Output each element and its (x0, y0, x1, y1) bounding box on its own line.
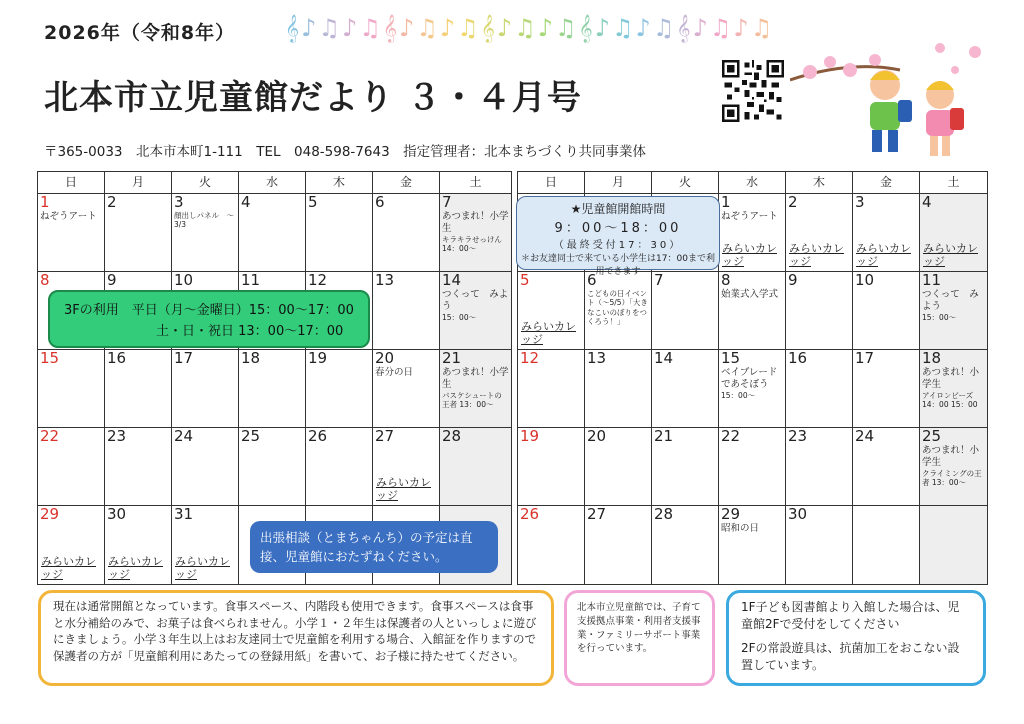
event-detail: クライミングの王者 13：00～ (922, 468, 982, 488)
day-cell (719, 350, 786, 428)
day-number: 16 (788, 349, 808, 367)
day-cell (920, 194, 988, 272)
day-number: 7 (442, 193, 452, 211)
event-label: 始業式入学式 (721, 289, 779, 300)
day-number: 23 (788, 427, 808, 445)
event-label: あつまれ！小学生 (922, 367, 980, 390)
day-number: 7 (654, 271, 664, 289)
day-cell (853, 506, 920, 585)
event-detail: 15：00～ (721, 390, 756, 400)
day-cell (105, 428, 172, 506)
day-cell (719, 506, 786, 585)
day-cell (786, 506, 853, 585)
day-cell (652, 350, 719, 428)
day-number: 25 (922, 427, 942, 445)
mirai-college-label: みらいカレッジ (376, 475, 431, 502)
day-number: 13 (375, 271, 395, 289)
day-cell (440, 272, 512, 350)
day-cell (105, 350, 172, 428)
day-number: 28 (442, 427, 462, 445)
weekday-header: 火 (652, 172, 719, 194)
newsletter-title: 北本市立児童館だより ３・４月号 (44, 78, 582, 118)
weekday-header-row (518, 172, 988, 194)
day-number: 18 (241, 349, 261, 367)
mirai-college-label: みらいカレッジ (923, 241, 978, 268)
last-entry: （最終受付17：30） (553, 240, 683, 251)
day-number: 26 (308, 427, 328, 445)
week-row (518, 272, 988, 350)
day-cell (38, 428, 105, 506)
day-number: 14 (654, 349, 674, 367)
day-cell (239, 194, 306, 272)
day-cell (786, 428, 853, 506)
day-number: 14 (442, 271, 462, 289)
day-number: 10 (174, 271, 194, 289)
hours-note: ＊お友達同士で来ている小学生は17：00まで利用できます (521, 254, 715, 277)
weekday-header-row (38, 172, 512, 194)
entrance-notice-line2: 2Fの常設遊具は、抗菌加工をおこない設置しています。 (741, 640, 960, 673)
address-line: 〒365-0033 北本市本町1-111 TEL 048-598-7643 指定管理者：北本まちづくり共同事業体 (44, 144, 647, 160)
weekday-header: 金 (373, 172, 440, 194)
qr-code-icon[interactable] (722, 60, 784, 122)
day-cell (172, 350, 239, 428)
day-number: 16 (107, 349, 127, 367)
day-number: 6 (587, 271, 597, 289)
event-label: ねぞうアート (721, 211, 778, 222)
day-number: 9 (788, 271, 798, 289)
day-cell (373, 350, 440, 428)
day-cell (440, 194, 512, 272)
day-cell (38, 506, 105, 585)
event-detail: 顔出しパネル ～3/3 (174, 211, 234, 230)
day-number: 18 (922, 349, 942, 367)
day-number: 24 (174, 427, 194, 445)
week-row (38, 428, 512, 506)
weekday-header: 土 (440, 172, 512, 194)
day-number: 3 (855, 193, 865, 211)
day-number: 24 (855, 427, 875, 445)
weekday-header: 水 (239, 172, 306, 194)
general-notice: 現在は通常開館となっています。食事スペース、内階段も使用できます。食事スペースは食事と水分補給のみで、お菓子は食べられません。小学１・２年生は保護者の人といっしょに遊びにきましょう。小学３年生以上はお友達同士で児童館を利用する場合、入館証を作りますので保護者の方が「児童館利用にあたっての登録用紙」を書いて、お子様に持たせてください。 (38, 590, 554, 686)
day-number: 27 (375, 427, 395, 445)
floor3-hours-callout (48, 290, 370, 348)
day-cell (172, 194, 239, 272)
floor3-weekday-hours: 3Fの利用 平日（月～金曜日）15：00～17：00 (64, 303, 354, 318)
consultation-callout: 出張相談（とまちゃんち）の予定は直接、児童館におたずねください。 (250, 521, 498, 573)
mirai-college-label: みらいカレッジ (722, 241, 777, 268)
music-notes-decoration: 𝄞♪♫♪♫𝄞♪♫♪♫𝄞♪♫♪♫𝄞♪♫♪♫𝄞♪♫♪♫ (285, 14, 805, 50)
day-cell (440, 428, 512, 506)
hours-range: 9：00～18：00 (554, 221, 682, 236)
day-number: 29 (40, 505, 60, 523)
day-cell (853, 350, 920, 428)
day-number: 17 (174, 349, 194, 367)
day-number: 20 (587, 427, 607, 445)
mirai-college-label: みらいカレッジ (521, 319, 576, 346)
day-number: 19 (308, 349, 328, 367)
event-label: あつまれ！小学生 (922, 445, 980, 468)
day-number: 29 (721, 505, 741, 523)
day-cell (920, 506, 988, 585)
day-cell (585, 506, 652, 585)
day-cell (585, 428, 652, 506)
day-cell (38, 194, 105, 272)
event-detail: アイロンビーズ 14：00 15：00 (922, 390, 978, 410)
day-cell (652, 272, 719, 350)
day-cell (585, 272, 652, 350)
week-row (518, 428, 988, 506)
day-number: 12 (308, 271, 328, 289)
day-number: 8 (721, 271, 731, 289)
event-detail: こどもの日イベント（～5/5）「大きなこいのぼりをつくろう！」 (587, 289, 648, 327)
weekday-header: 月 (105, 172, 172, 194)
event-label: 昭和の日 (721, 523, 760, 534)
event-detail: 15：00～ (442, 312, 477, 322)
weekday-header: 月 (585, 172, 652, 194)
day-number: 21 (442, 349, 462, 367)
day-cell (373, 428, 440, 506)
day-number: 1 (721, 193, 731, 211)
opening-hours-callout (516, 196, 720, 277)
mirai-college-label: みらいカレッジ (856, 241, 911, 268)
day-number: 13 (587, 349, 607, 367)
day-number: 26 (520, 505, 540, 523)
day-cell (719, 272, 786, 350)
day-cell (920, 272, 988, 350)
weekday-header: 木 (786, 172, 853, 194)
day-number: 4 (241, 193, 251, 211)
day-number: 6 (375, 193, 385, 211)
mirai-college-label: みらいカレッジ (789, 241, 844, 268)
event-detail: バスケシュートの王者 13：00～ (442, 390, 502, 410)
day-number: 31 (174, 505, 194, 523)
day-cell (786, 194, 853, 272)
day-number: 27 (587, 505, 607, 523)
day-cell (518, 350, 585, 428)
day-number: 15 (721, 349, 741, 367)
day-number: 30 (788, 505, 808, 523)
day-cell (920, 350, 988, 428)
day-cell (853, 194, 920, 272)
day-cell (306, 350, 373, 428)
weekday-header: 金 (853, 172, 920, 194)
day-number: 2 (107, 193, 117, 211)
day-cell (853, 428, 920, 506)
mirai-college-label: みらいカレッジ (175, 554, 230, 581)
day-number: 30 (107, 505, 127, 523)
entrance-notice-line1: 1F子ども図書館より入館した場合は、児童館2Fで受付をしてください (741, 600, 960, 632)
day-cell (306, 428, 373, 506)
event-label: つくって みよう (922, 289, 979, 312)
support-services-notice: 北本市立児童館では、子育て支援拠点事業・利用者支援事業・ファミリーサポート事業を行っています。 (564, 590, 715, 686)
weekday-header: 水 (719, 172, 786, 194)
mirai-college-label: みらいカレッジ (41, 554, 96, 581)
day-number: 15 (40, 349, 60, 367)
weekday-header: 火 (172, 172, 239, 194)
mirai-college-label: みらいカレッジ (108, 554, 163, 581)
day-cell (38, 350, 105, 428)
day-number: 20 (375, 349, 395, 367)
day-number: 4 (922, 193, 932, 211)
event-detail: キラキラせっけん 14：00～ (442, 234, 502, 254)
day-number: 9 (107, 271, 117, 289)
day-cell (786, 272, 853, 350)
event-label: ベイブレードであそぼう (721, 367, 778, 390)
day-number: 11 (241, 271, 261, 289)
children-cherry-blossom-illustration (790, 40, 990, 165)
event-label: あつまれ！小学生 (442, 211, 509, 234)
event-label: ねぞうアート (40, 211, 97, 222)
day-number: 5 (520, 271, 530, 289)
day-cell (719, 428, 786, 506)
day-cell (373, 194, 440, 272)
day-cell (239, 428, 306, 506)
weekday-header: 木 (306, 172, 373, 194)
day-cell (105, 194, 172, 272)
day-cell (373, 272, 440, 350)
day-number: 19 (520, 427, 540, 445)
weekday-header: 日 (38, 172, 105, 194)
day-number: 25 (241, 427, 261, 445)
day-cell (239, 350, 306, 428)
day-cell (652, 506, 719, 585)
day-cell (853, 272, 920, 350)
event-label: あつまれ！小学生 (442, 367, 509, 390)
day-number: 17 (855, 349, 875, 367)
event-detail: 15：00～ (922, 312, 957, 322)
day-cell (306, 194, 373, 272)
day-cell (172, 506, 239, 585)
day-number: 12 (520, 349, 540, 367)
day-cell (172, 428, 239, 506)
day-number: 8 (40, 271, 50, 289)
day-cell (518, 428, 585, 506)
day-number: 11 (922, 271, 942, 289)
day-cell (440, 350, 512, 428)
week-row (518, 350, 988, 428)
floor3-weekend-hours: 土・日・祝日 13：00～17：00 (156, 324, 344, 339)
day-number: 2 (788, 193, 798, 211)
weekday-header: 土 (920, 172, 988, 194)
day-number: 21 (654, 427, 674, 445)
weekday-header: 日 (518, 172, 585, 194)
day-number: 10 (855, 271, 875, 289)
week-row (38, 194, 512, 272)
day-number: 1 (40, 193, 50, 211)
day-number: 22 (721, 427, 741, 445)
day-cell (786, 350, 853, 428)
week-row (518, 506, 988, 585)
event-label: 春分の日 (375, 367, 414, 378)
day-number: 3 (174, 193, 184, 211)
day-cell (920, 428, 988, 506)
week-row (38, 350, 512, 428)
day-number: 23 (107, 427, 127, 445)
day-number: 28 (654, 505, 674, 523)
day-number: 5 (308, 193, 318, 211)
issue-year: 2026年（令和8年） (44, 22, 236, 44)
day-cell (518, 272, 585, 350)
day-cell (652, 428, 719, 506)
day-number: 22 (40, 427, 60, 445)
day-cell (719, 194, 786, 272)
day-cell (518, 506, 585, 585)
event-label: つくって みよう (442, 289, 509, 312)
entrance-notice (726, 590, 986, 686)
day-cell (585, 350, 652, 428)
day-cell (105, 506, 172, 585)
hours-heading: ★児童館開館時間 (570, 202, 666, 216)
